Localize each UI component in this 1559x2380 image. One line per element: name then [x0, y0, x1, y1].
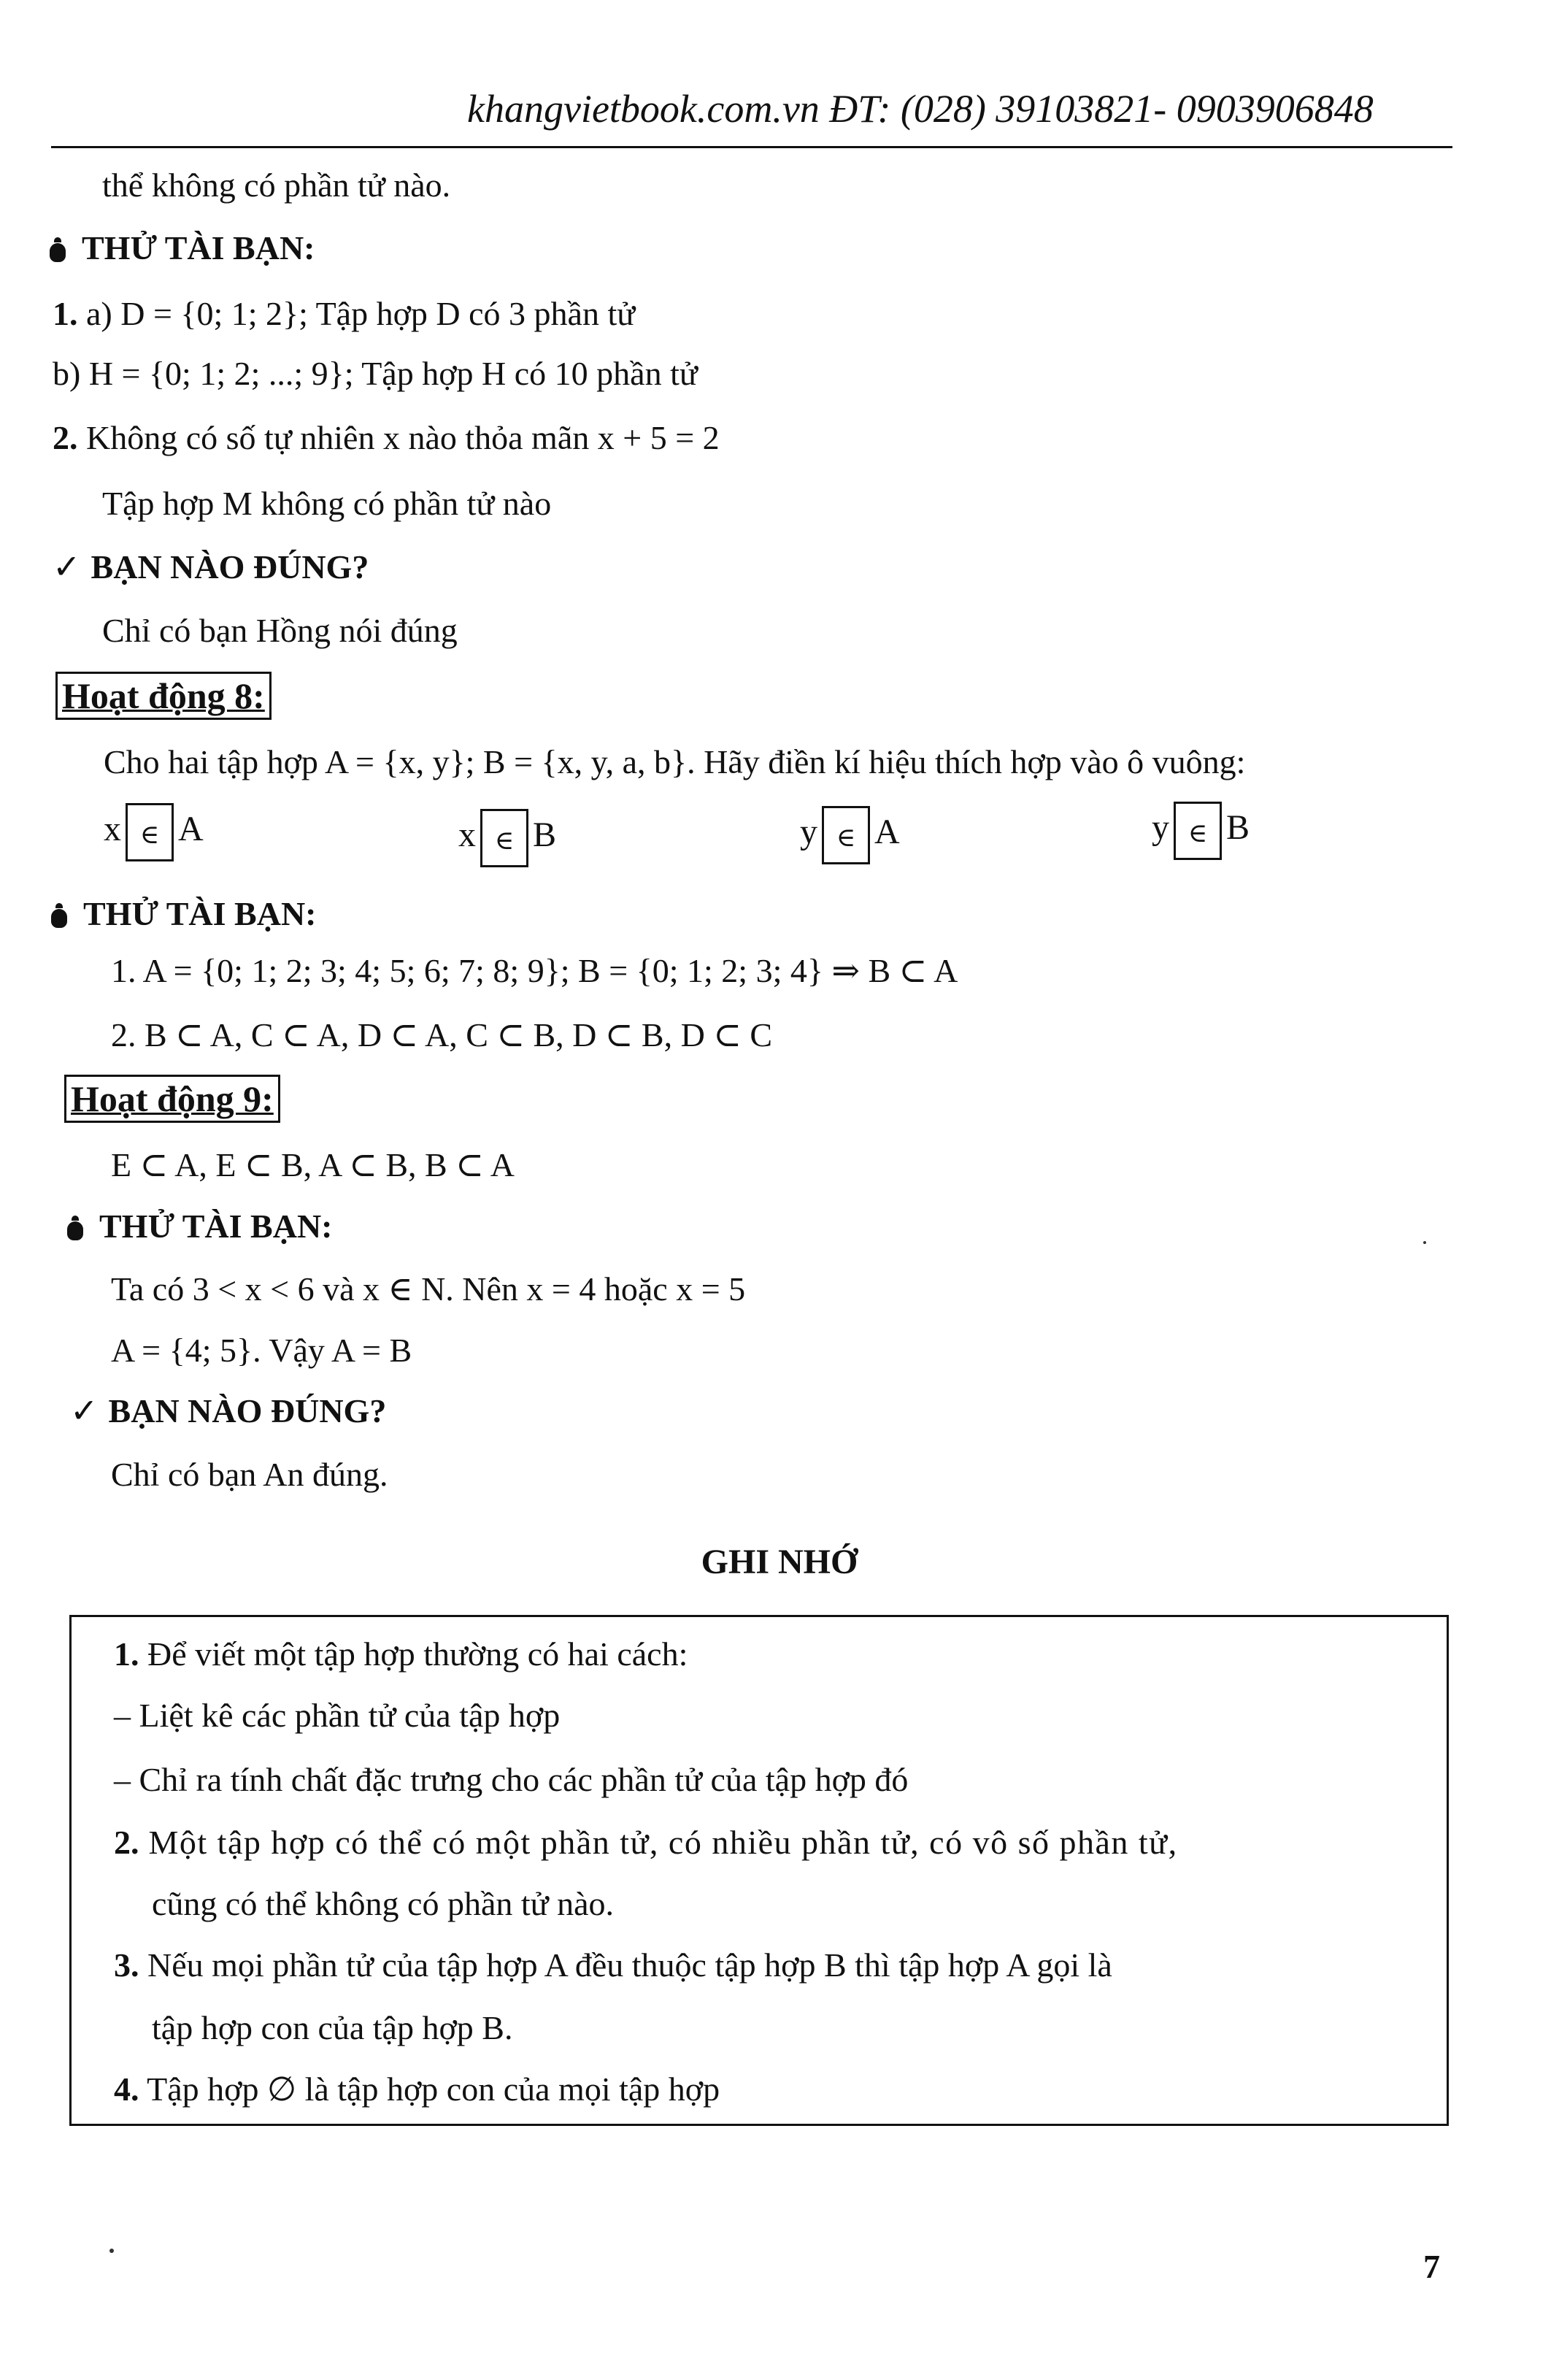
memo-p2 [114, 1822, 1178, 1863]
check-icon: ✓ [70, 1391, 99, 1430]
activity9-label [64, 1075, 280, 1123]
symbol-box: ∈ [1174, 802, 1222, 860]
item3-right: A [874, 813, 900, 852]
symbol-box: ∈ [480, 809, 528, 867]
section2-line1: Chỉ có bạn Hồng nói đúng [102, 612, 458, 649]
section3-heading [51, 894, 316, 934]
memo-box [69, 1615, 1449, 2126]
section5-heading [70, 1390, 386, 1432]
memo-p3-num: 3. [114, 1946, 139, 1984]
section1-heading [50, 228, 315, 269]
activity8-item-4 [1152, 802, 1250, 860]
section3-line1: 1. A = {0; 1; 2; 3; 4; 5; 6; 7; 8; 9}; B = {0; 1; 2; 3; 4} ⇒ B ⊂ A [111, 952, 958, 989]
page-header: khangvietbook.com.vn ĐT: (028) 39103821- 0903906848 [467, 87, 1374, 131]
section5-line1: Chỉ có bạn An đúng. [111, 1456, 388, 1493]
section1-heading-text: THỬ TÀI BẠN: [82, 229, 315, 266]
page-number: 7 [1423, 2248, 1440, 2285]
section2-heading-text: BẠN NÀO ĐÚNG? [91, 548, 369, 586]
bell-icon [50, 237, 66, 262]
bell-icon [67, 1216, 83, 1240]
section1-line3-num: 2. [53, 419, 78, 456]
memo-p2-text: Một tập hợp có thể có một phần tử, có nhiều phần tử, có vô số phần tử, [139, 1824, 1178, 1861]
section1-line1-num: 1. [53, 295, 78, 332]
symbol-box: ∈ [822, 806, 870, 864]
section3-line2: 2. B ⊂ A, C ⊂ A, D ⊂ A, C ⊂ B, D ⊂ B, D ⊂ C [111, 1016, 773, 1053]
memo-p1 [114, 1634, 688, 1675]
section4-heading-text: THỬ TÀI BẠN: [99, 1208, 333, 1245]
section3-heading-text: THỬ TÀI BẠN: [83, 895, 317, 932]
item2-right: B [533, 815, 557, 855]
memo-p1-text: Để viết một tập hợp thường có hai cách: [139, 1635, 688, 1673]
section1-line3-text: Không có số tự nhiên x nào thỏa mãn x + 5 = 2 [77, 419, 720, 456]
bell-icon [51, 903, 67, 928]
memo-p2-num: 2. [114, 1824, 139, 1861]
section4-line2: A = {4; 5}. Vậy A = B [111, 1332, 412, 1369]
section4-heading [67, 1206, 332, 1247]
activity8-item-2 [458, 809, 556, 867]
check-icon: ✓ [53, 547, 81, 586]
symbol-box: ∈ [126, 803, 174, 861]
item4-left: y [1152, 808, 1169, 848]
memo-title: GHI NHỚ [701, 1543, 858, 1581]
activity8-prompt: Cho hai tập hợp A = {x, y}; B = {x, y, a, b}. Hãy điền kí hiệu thích hợp vào ô vuông: [104, 743, 1246, 780]
section1-line2: b) H = {0; 1; 2; ...; 9}; Tập hợp H có 10 phần tử [53, 355, 698, 392]
scan-speck [1423, 1241, 1426, 1244]
section4-line1: Ta có 3 < x < 6 và x ∈ N. Nên x = 4 hoặc x = 5 [111, 1270, 746, 1308]
memo-p2b: cũng có thể không có phần tử nào. [152, 1885, 614, 1922]
activity8-item-1 [104, 803, 204, 861]
memo-p3-text: Nếu mọi phần tử của tập hợp A đều thuộc tập hợp B thì tập hợp A gọi là [139, 1946, 1112, 1984]
section1-line1-text: a) D = {0; 1; 2}; Tập hợp D có 3 phần tử [77, 295, 636, 332]
activity8-label [55, 672, 272, 720]
memo-p1b: – Chỉ ra tính chất đặc trưng cho các phần tử của tập hợp đó [114, 1761, 909, 1798]
section1-line4: Tập hợp M không có phần tử nào [102, 485, 552, 522]
memo-p3b: tập hợp con của tập hợp B. [152, 2009, 513, 2046]
activity9-label-text: Hoạt động 9: [71, 1078, 274, 1119]
header-divider [51, 146, 1452, 148]
item1-left: x [104, 810, 121, 849]
item1-right: A [178, 810, 204, 849]
item3-left: y [800, 813, 817, 852]
section1-line3 [53, 418, 720, 458]
section5-heading-text: BẠN NÀO ĐÚNG? [108, 1392, 387, 1429]
item2-left: x [458, 815, 476, 855]
section1-line1 [53, 293, 635, 334]
memo-p3 [114, 1945, 1112, 1986]
memo-p4-num: 4. [114, 2070, 139, 2108]
activity8-item-3 [800, 806, 900, 864]
activity9-line1: E ⊂ A, E ⊂ B, A ⊂ B, B ⊂ A [111, 1146, 515, 1183]
section2-heading [53, 546, 369, 588]
activity8-label-text: Hoạt động 8: [62, 675, 265, 716]
memo-p1-num: 1. [114, 1635, 139, 1673]
memo-p4 [114, 2069, 720, 2110]
scan-speck [109, 2249, 114, 2253]
item4-right: B [1226, 808, 1250, 848]
intro-line: thể không có phần tử nào. [102, 166, 451, 204]
memo-p1a: – Liệt kê các phần tử của tập hợp [114, 1697, 561, 1734]
memo-p4-text: Tập hợp ∅ là tập hợp con của mọi tập hợp [139, 2070, 720, 2108]
